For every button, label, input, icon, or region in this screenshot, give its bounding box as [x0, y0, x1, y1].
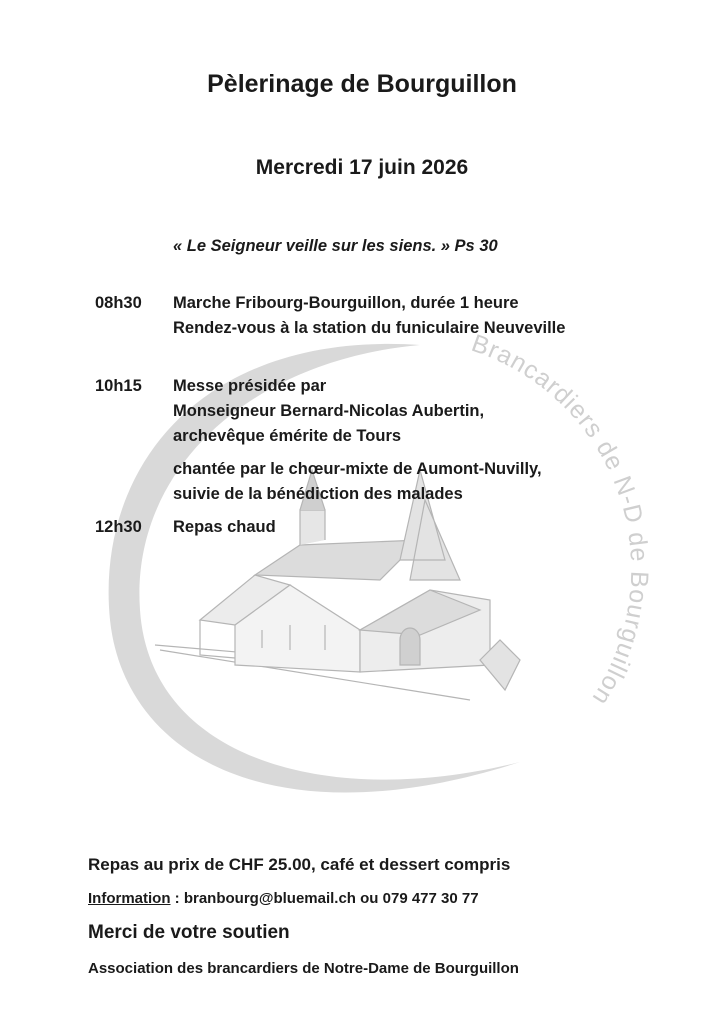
- psalm-quote: « Le Seigneur veille sur les siens. » Ps 30: [173, 237, 498, 255]
- schedule-line: Marche Fribourg-Bourguillon, durée 1 heure: [173, 294, 519, 312]
- event-date: Mercredi 17 juin 2026: [255, 156, 469, 179]
- info-text: : branbourg@bluemail.ch ou 079 477 30 77: [170, 890, 479, 907]
- meal-price: Repas au prix de CHF 25.00, café et dessert compris: [88, 855, 511, 874]
- schedule-time: 08h30: [95, 294, 142, 312]
- info-label: Information: [88, 890, 171, 907]
- watermark-text: Brancardiers de N-D de Bourguillon: [468, 329, 654, 711]
- schedule-line: Monseigneur Bernard-Nicolas Aubertin,: [173, 402, 485, 420]
- schedule-line: Messe présidée par: [173, 377, 327, 395]
- thanks-text: Merci de votre soutien: [88, 922, 290, 943]
- schedule-line: archevêque émérite de Tours: [173, 427, 402, 445]
- schedule-time: 10h15: [95, 377, 142, 395]
- schedule-line: suivie de la bénédiction des malades: [173, 485, 463, 503]
- schedule-line: chantée par le chœur-mixte de Aumont-Nuvilly,: [173, 460, 542, 478]
- schedule-line: Repas chaud: [173, 518, 276, 536]
- page-title: Pèlerinage de Bourguillon: [207, 70, 517, 98]
- schedule-time: 12h30: [95, 518, 142, 536]
- schedule-line: Rendez-vous à la station du funiculaire Neuveville: [173, 319, 566, 337]
- contact-info: [88, 890, 479, 907]
- association-name: Association des brancardiers de Notre-Dame de Bourguillon: [88, 960, 519, 977]
